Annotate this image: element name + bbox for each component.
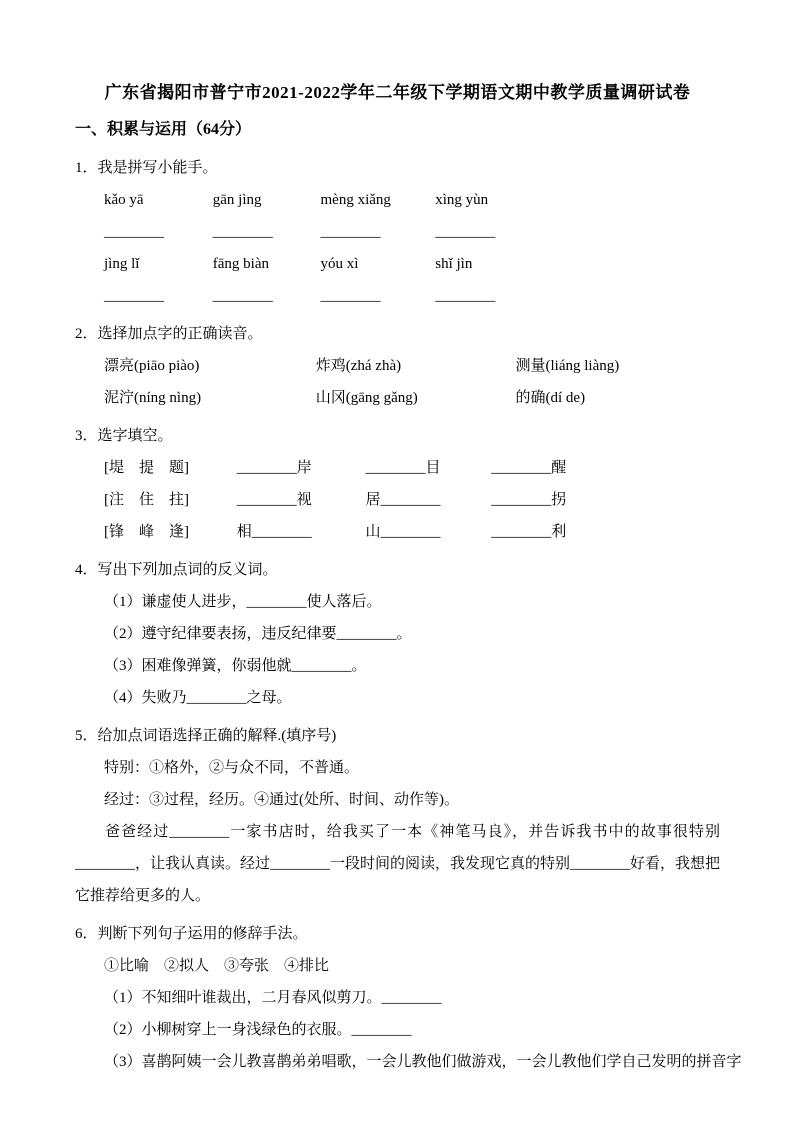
answer-blank: ________ (104, 288, 164, 304)
pronunciation-choice: 漂亮(piāo piào) (104, 358, 200, 374)
answer-blank: ________ (320, 288, 381, 304)
q4-item: （1）谦虚使人进步，________使人落后。 (104, 594, 382, 610)
pinyin-word: jìng lǐ (104, 256, 140, 272)
q2-stem: 2．选择加点字的正确读音。 (75, 326, 263, 342)
q3-stem: 3．选字填空。 (75, 428, 173, 444)
pronunciation-choice: 炸鸡(zhá zhà) (315, 358, 402, 374)
answer-blank: ________ (435, 288, 496, 304)
fill-blank-item: ________视 (236, 492, 312, 508)
answer-blank: ________ (212, 288, 273, 304)
pronunciation-choice: 的确(dí de) (515, 390, 586, 406)
character-options: [堤 提 题] (104, 460, 189, 476)
answer-blank: ________ (435, 224, 496, 240)
fill-blank-item: 相________ (236, 524, 312, 540)
fill-blank-item: ________醒 (491, 460, 567, 476)
q4-item: （4）失败乃________之母。 (104, 690, 292, 706)
q6-item: （3）喜鹊阿姨一会儿教喜鹊弟弟唱歌，一会儿教他们做游戏，一会儿教他们学自己发明的拼音字 (104, 1054, 742, 1070)
q3-row (75, 516, 720, 548)
q1-answer-blanks-1 (75, 216, 720, 248)
pinyin-word: gān jìng (212, 192, 262, 208)
pinyin-word: mèng xiǎng (320, 192, 391, 208)
answer-blank: ________ (104, 224, 164, 240)
q4-item: （3）困难像弹簧，你弱他就________。 (104, 658, 367, 674)
q4-stem: 4．写出下列加点词的反义词。 (75, 562, 278, 578)
section-heading: 一、积累与运用（64分） (75, 121, 252, 138)
doc-title: 广东省揭阳市普宁市2021-2022学年二年级下学期语文期中教学质量调研试卷 (104, 83, 691, 102)
q4-item: （2）遵守纪律要表扬，违反纪律要________。 (104, 626, 412, 642)
character-options: [注 住 拄] (104, 492, 189, 508)
q6-stem: 6．判断下列句子运用的修辞手法。 (75, 926, 308, 942)
pinyin-word: yóu xì (320, 256, 359, 272)
pronunciation-choice: 山冈(gāng gǎng) (315, 390, 418, 406)
q5-definition: 特别：①格外，②与众不同，不普通。 (104, 760, 360, 776)
q6-item: （2）小柳树穿上一身浅绿色的衣服。________ (104, 1022, 412, 1038)
q5-stem: 5．给加点词语选择正确的解释.(填序号) (75, 728, 337, 744)
pinyin-word: xìng yùn (435, 192, 489, 208)
q2-row-1 (75, 350, 720, 382)
answer-blank: ________ (212, 224, 273, 240)
pronunciation-choice: 泥泞(níng nìng) (104, 390, 202, 406)
q5-passage: 爸爸经过________一家书店时，给我买了一本《神笔马良》，并告诉我书中的故事很特别________，让我认真读。经过________一段时间的阅读，我发现它真的特别________好看，我想把它推荐给更多的人。 (75, 824, 721, 904)
fill-blank-item: ________利 (491, 524, 567, 540)
q5-definition: 经过：③过程，经历。④通过(处所、时间、动作等)。 (104, 792, 459, 808)
character-options: [锋 峰 逢] (104, 524, 189, 540)
q2-row-2 (75, 382, 720, 414)
pinyin-word: fāng biàn (212, 256, 269, 272)
q6-options: ①比喻 ②拟人 ③夸张 ④排比 (104, 958, 330, 974)
pinyin-word: shǐ jìn (435, 256, 473, 272)
fill-blank-item: 居________ (365, 492, 441, 508)
fill-blank-item: 山________ (365, 524, 441, 540)
fill-blank-item: ________目 (365, 460, 441, 476)
q1-answer-blanks-2 (75, 280, 720, 312)
pronunciation-choice: 测量(liáng liàng) (515, 358, 620, 374)
fill-blank-item: ________岸 (236, 460, 312, 476)
q6-item: （1）不知细叶谁裁出，二月春风似剪刀。________ (104, 990, 442, 1006)
q1-stem: 1．我是拼写小能手。 (75, 160, 218, 176)
q1-pinyin-row-2 (75, 248, 720, 280)
q1-pinyin-row-1 (75, 184, 720, 216)
pinyin-word: kǎo yā (104, 192, 144, 208)
q3-row (75, 484, 720, 516)
q3-row (75, 452, 720, 484)
fill-blank-item: ________拐 (491, 492, 567, 508)
answer-blank: ________ (320, 224, 381, 240)
